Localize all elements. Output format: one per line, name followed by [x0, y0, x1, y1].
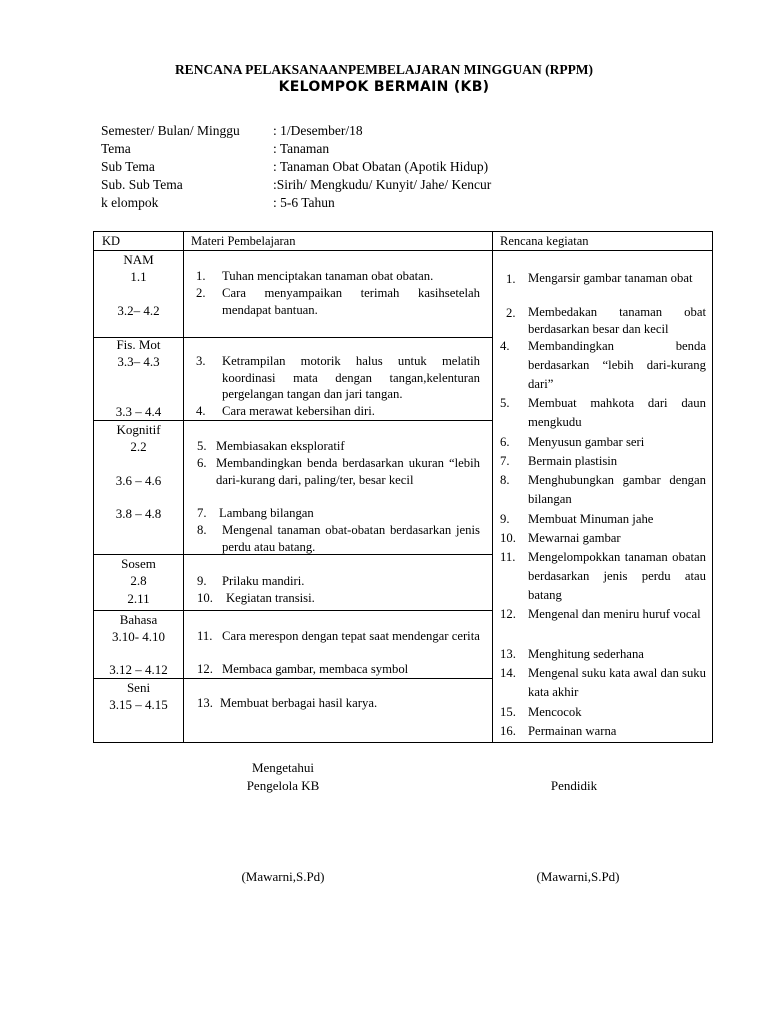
item-number: 9. [500, 512, 510, 526]
item-text: Cara menyampaikan terimah kasihsetelah mendapat bantuan. [222, 286, 480, 317]
item-number: 1. [506, 272, 516, 286]
item-number: 8. [500, 473, 510, 487]
kd-label: 3.6 – 4.6 [115, 473, 162, 488]
item-text: Kegiatan transisi. [226, 591, 315, 605]
item-text: Cara merawat kebersihan diri. [222, 404, 375, 418]
kd-label: Bahasa [119, 612, 158, 627]
kd-label: Sosem [121, 556, 156, 571]
item-number: 16. [500, 724, 516, 738]
kd-label: 2.11 [127, 591, 150, 606]
item-text: Lambang bilangan [219, 506, 314, 520]
signature-right-name: (Mawarni,S.Pd) [536, 869, 620, 884]
info-value: : 1/Desember/18 [273, 123, 363, 138]
signature-right-role: Pendidik [550, 778, 598, 793]
item-number: 3. [196, 354, 206, 368]
plan-table [93, 231, 713, 743]
kd-label: Kognitif [116, 422, 161, 437]
item-text: Membaca gambar, membaca symbol [222, 662, 409, 676]
item-text: Prilaku mandiri. [222, 574, 305, 588]
info-label: Semester/ Bulan/ Minggu [101, 123, 240, 138]
item-number: 5. [197, 439, 207, 453]
item-number: 11. [500, 550, 516, 564]
item-number: 1. [196, 269, 206, 283]
item-text: Permainan warna [528, 724, 617, 738]
item-text: Mewarnai gambar [528, 531, 621, 545]
header-materi: Materi Pembelajaran [191, 234, 296, 248]
kd-label: 2.2 [130, 439, 147, 454]
kd-label: 3.2– 4.2 [117, 303, 160, 318]
kd-label: 3.12 – 4.12 [109, 662, 168, 677]
item-number: 4. [196, 404, 206, 418]
item-number: 10. [197, 591, 213, 605]
item-text: Membiasakan eksploratif [216, 439, 345, 453]
item-text: Membuat berbagai hasil karya. [220, 696, 378, 710]
kd-label: 1.1 [130, 269, 147, 284]
item-number: 7. [500, 454, 510, 468]
item-number: 9. [197, 574, 207, 588]
header-divider [94, 250, 712, 251]
item-number: 2. [506, 306, 516, 320]
kd-label: NAM [123, 252, 154, 267]
item-text: Membuat mahkota dari daun mengkudu [528, 396, 706, 429]
item-text: Membandingkan benda berdasarkan “lebih dari-kurang dari” [528, 339, 706, 391]
item-number: 6. [197, 456, 207, 470]
info-label: Tema [101, 141, 131, 156]
item-number: 7. [197, 506, 207, 520]
item-text: Cara merespon dengan tepat saat mendengar cerita [222, 629, 480, 643]
signature-left-name: (Mawarni,S.Pd) [241, 869, 325, 884]
item-text: Menyusun gambar seri [528, 435, 645, 449]
item-number: 2. [196, 286, 206, 300]
item-text: Ketrampilan motorik halus untuk melatih koordinasi mata dengan tangan,kelenturan pergelangan tangan dan jari tangan. [222, 354, 480, 401]
kd-label: 2.8 [130, 573, 147, 588]
column-divider [183, 232, 184, 742]
signature-left-label: Mengetahui [251, 760, 315, 775]
kd-label: 3.8 – 4.8 [115, 506, 162, 521]
info-label: Sub Tema [101, 159, 155, 174]
item-number: 13. [197, 696, 213, 710]
item-number: 10. [500, 531, 516, 545]
info-value: : 5-6 Tahun [273, 195, 335, 210]
kd-label: Fis. Mot [116, 337, 161, 352]
item-number: 15. [500, 705, 516, 719]
kd-label: Seni [126, 680, 151, 695]
item-number: 8. [197, 523, 207, 537]
item-text: Menghubungkan gambar dengan bilangan [528, 473, 706, 506]
item-number: 5. [500, 396, 510, 410]
item-text: Menghitung sederhana [528, 647, 644, 661]
header-kd: KD [102, 234, 121, 248]
document-subtitle: KELOMPOK BERMAIN (KB) [278, 79, 490, 95]
column-divider [492, 232, 493, 742]
kd-label: 3.3 – 4.4 [115, 404, 162, 419]
item-text: Mencocok [528, 705, 582, 719]
item-number: 12. [197, 662, 213, 676]
item-number: 13. [500, 647, 516, 661]
item-text: Tuhan menciptakan tanaman obat obatan. [222, 269, 434, 283]
item-number: 12. [500, 607, 516, 621]
item-text: Membandingkan benda berdasarkan ukuran “lebih dari-kurang dari, paling/ter, besar kecil [216, 456, 480, 487]
item-text: Membedakan tanaman obat berdasarkan besar dan kecil [528, 305, 706, 336]
info-value: : Tanaman Obat Obatan (Apotik Hidup) [273, 159, 489, 174]
item-text: Mengenal dan meniru huruf vocal [528, 607, 701, 621]
item-text: Mengelompokkan tanaman obatan berdasarkan jenis perdu atau batang [528, 550, 706, 602]
info-value: : Tanaman [273, 141, 330, 156]
signature-left-role: Pengelola KB [246, 778, 320, 793]
item-text: Membuat Minuman jahe [528, 512, 654, 526]
header-rencana: Rencana kegiatan [500, 234, 589, 248]
kd-label: 3.3– 4.3 [117, 354, 160, 369]
document-title: RENCANA PELAKSANAANPEMBELAJARAN MINGGUAN (RPPM) [174, 62, 594, 77]
kd-label: 3.15 – 4.15 [109, 697, 168, 712]
item-text: Mengarsir gambar tanaman obat [528, 271, 693, 285]
item-number: 6. [500, 435, 510, 449]
info-value: :Sirih/ Mengkudu/ Kunyit/ Jahe/ Kencur [273, 177, 492, 192]
item-text: Mengenal suku kata awal dan suku kata akhir [528, 666, 706, 699]
info-label: Sub. Sub Tema [101, 177, 183, 192]
item-text: Bermain plastisin [528, 454, 618, 468]
item-number: 14. [500, 666, 516, 680]
info-label: k elompok [101, 195, 159, 210]
item-text: Mengenal tanaman obat-obatan berdasarkan jenis perdu atau batang. [222, 523, 480, 554]
kd-label: 3.10- 4.10 [111, 629, 166, 644]
item-number: 11. [197, 629, 213, 643]
item-number: 4. [500, 339, 510, 353]
